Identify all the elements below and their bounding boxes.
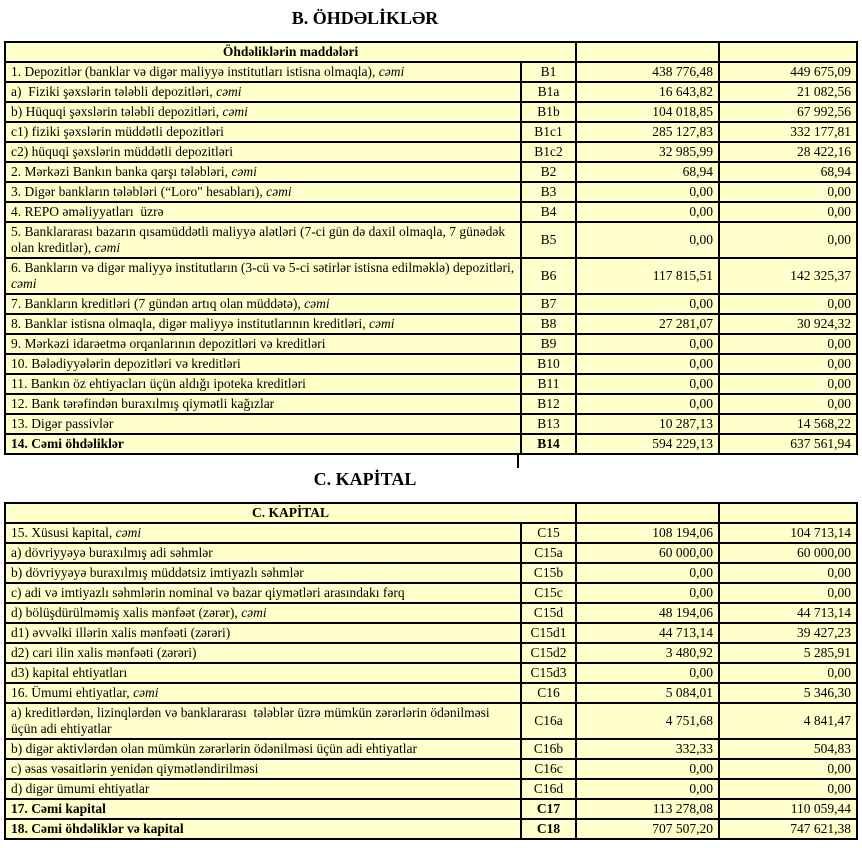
item-label: a) kreditlərdən, lizinqlərdən və banklararası tələblər üzrə mümkün zərərlərin ödənilməsi üçün adi ehtiyatlar — [11, 705, 494, 736]
item-code-cell: C18 — [521, 819, 576, 839]
item-label: 7. Bankların kreditləri (7 gündən artıq olan müddətə), — [11, 296, 305, 311]
value-col1-cell: 113 278,08 — [576, 799, 719, 819]
item-code-cell: C16 — [521, 683, 576, 703]
value-col2-cell: 0,00 — [719, 779, 857, 799]
section-c-title: C. KAPİTAL — [313, 469, 417, 489]
table-row — [5, 603, 857, 623]
item-code-cell: B10 — [521, 354, 576, 374]
table-row — [5, 374, 857, 394]
item-label: 10. Bələdiyyələrin depozitləri və kreditləri — [11, 356, 241, 371]
item-label-cell — [5, 162, 521, 182]
value-col1-cell: 0,00 — [576, 354, 719, 374]
value-col2-cell: 0,00 — [719, 182, 857, 202]
item-label: c1) fiziki şəxslərin müddətli depozitləri — [11, 124, 224, 139]
value-col1-cell: 5 084,01 — [576, 683, 719, 703]
value-col2-cell: 39 427,23 — [719, 623, 857, 643]
value-col2-cell: 332 177,81 — [719, 122, 857, 142]
value-col1-cell: 3 480,92 — [576, 643, 719, 663]
value-col2-cell: 0,00 — [719, 294, 857, 314]
item-code-cell: B4 — [521, 202, 576, 222]
value-col2-cell: 67 992,56 — [719, 102, 857, 122]
value-col2-cell: 0,00 — [719, 222, 857, 258]
value-col2-cell: 44 713,14 — [719, 603, 857, 623]
item-label-emphasis: cəmi — [304, 296, 330, 311]
item-label-cell — [5, 603, 521, 623]
item-code-cell: C15c — [521, 583, 576, 603]
item-label-cell — [5, 703, 521, 739]
item-label: a) Fiziki şəxslərin tələbli depozitləri, — [11, 84, 217, 99]
value-col2-cell: 0,00 — [719, 202, 857, 222]
item-code-cell: C16d — [521, 779, 576, 799]
item-label: 3. Digər bankların tələbləri (“Loro" hesabları), — [11, 184, 267, 199]
item-label: 2. Mərkəzi Bankın banka qarşı tələbləri, — [11, 164, 232, 179]
value-col2-cell: 0,00 — [719, 354, 857, 374]
value-col2-cell: 5 346,30 — [719, 683, 857, 703]
item-label-cell — [5, 334, 521, 354]
table-row — [5, 354, 857, 374]
item-label-emphasis: cəmi — [241, 605, 267, 620]
item-label: c) əsas vəsaitlərin yenidən qiymətləndirilməsi — [11, 761, 259, 776]
item-code-cell: C15d2 — [521, 643, 576, 663]
value-col1-cell: 4 751,68 — [576, 703, 719, 739]
value-col1-cell: 68,94 — [576, 162, 719, 182]
table-row — [5, 162, 857, 182]
item-label-cell — [5, 663, 521, 683]
table-row — [5, 182, 857, 202]
item-code-cell: B12 — [521, 394, 576, 414]
item-code-cell: C15d3 — [521, 663, 576, 683]
item-label-cell — [5, 643, 521, 663]
item-label-cell — [5, 683, 521, 703]
section-b-title: B. ÖHDƏLİKLƏR — [291, 8, 439, 28]
item-label-cell — [5, 394, 521, 414]
item-label-emphasis: cəmi — [222, 104, 248, 119]
header-value-col2-cell — [719, 503, 857, 523]
item-label-emphasis: cəmi — [216, 84, 242, 99]
item-label: 15. Xüsusi kapital, — [11, 525, 116, 540]
item-code-cell: C15a — [521, 543, 576, 563]
item-code-cell: B1 — [521, 62, 576, 82]
table-row — [5, 663, 857, 683]
item-label: d) bölüşdürülməmiş xalis mənfəət (zərər), — [11, 605, 242, 620]
table-row — [5, 102, 857, 122]
item-code-cell: B1c1 — [521, 122, 576, 142]
item-label-emphasis: cəmi — [133, 685, 159, 700]
table-row — [5, 294, 857, 314]
value-col2-cell: 68,94 — [719, 162, 857, 182]
value-col2-cell: 0,00 — [719, 663, 857, 683]
table-row — [5, 623, 857, 643]
table-header-row — [5, 42, 857, 62]
item-label: 14. Cəmi öhdəliklər — [11, 436, 124, 451]
item-label-cell — [5, 434, 521, 454]
value-col1-cell: 108 194,06 — [576, 523, 719, 543]
value-col1-cell: 0,00 — [576, 563, 719, 583]
value-col2-cell: 504,83 — [719, 739, 857, 759]
item-label: 13. Digər passivlər — [11, 416, 114, 431]
table-header-row — [5, 503, 857, 523]
item-code-cell: C17 — [521, 799, 576, 819]
capital-table — [4, 502, 858, 840]
value-col2-cell: 28 422,16 — [719, 142, 857, 162]
item-label: b) digər aktivlərdən olan mümkün zərərlərin ödənilməsi üçün adi ehtiyatlar — [11, 741, 417, 756]
value-col2-cell: 637 561,94 — [719, 434, 857, 454]
value-col1-cell: 0,00 — [576, 583, 719, 603]
table-row — [5, 314, 857, 334]
value-col2-cell: 0,00 — [719, 563, 857, 583]
item-label: c) adi və imtiyazlı səhmlərin nominal və bazar qiymətləri arasındakı fərq — [11, 585, 405, 600]
item-label: 18. Cəmi öhdəliklər və kapital — [11, 821, 184, 836]
item-label-cell — [5, 102, 521, 122]
value-col1-cell: 0,00 — [576, 374, 719, 394]
item-label-emphasis: cəmi — [94, 240, 121, 255]
item-label: b) Hüquqi şəxslərin tələbli depozitləri, — [11, 104, 223, 119]
value-col1-cell: 48 194,06 — [576, 603, 719, 623]
liabilities-table — [4, 41, 858, 455]
value-col1-cell: 27 281,07 — [576, 314, 719, 334]
item-label-cell — [5, 819, 521, 839]
value-col1-cell: 60 000,00 — [576, 543, 719, 563]
value-col2-cell: 4 841,47 — [719, 703, 857, 739]
item-label: 16. Ümumi ehtiyatlar, — [11, 685, 134, 700]
value-col1-cell: 16 643,82 — [576, 82, 719, 102]
item-label-emphasis: cəmi — [369, 316, 395, 331]
value-col2-cell: 110 059,44 — [719, 799, 857, 819]
item-label: 12. Bank tərəfindən buraxılmış qiymətli kağızlar — [11, 396, 275, 411]
item-label-cell — [5, 583, 521, 603]
item-code-cell: B1b — [521, 102, 576, 122]
value-col1-cell: 332,33 — [576, 739, 719, 759]
item-label-cell — [5, 142, 521, 162]
table-row — [5, 394, 857, 414]
item-code-cell: B8 — [521, 314, 576, 334]
item-label: d2) cari ilin xalis mənfəəti (zərəri) — [11, 645, 197, 660]
item-label-cell — [5, 294, 521, 314]
item-code-cell: C15 — [521, 523, 576, 543]
table-row — [5, 222, 857, 258]
item-label-cell — [5, 779, 521, 799]
value-col2-cell: 449 675,09 — [719, 62, 857, 82]
item-label-emphasis: cəmi — [266, 184, 292, 199]
header-value-col2-cell — [719, 42, 857, 62]
item-label-cell — [5, 258, 521, 294]
value-col2-cell: 0,00 — [719, 394, 857, 414]
item-label: 5. Banklararası bazarın qısamüddətli maliyyə alətləri (7-ci gün də daxil olmaqla, 7 günədək olan kreditlər), — [11, 224, 509, 255]
item-code-cell: C15d1 — [521, 623, 576, 643]
table-row — [5, 82, 857, 102]
table-row — [5, 683, 857, 703]
table-row — [5, 543, 857, 563]
value-col2-cell: 60 000,00 — [719, 543, 857, 563]
item-label-cell — [5, 543, 521, 563]
value-col1-cell: 0,00 — [576, 334, 719, 354]
liabilities-header-label: Öhdəliklərin maddələri — [5, 42, 576, 62]
value-col1-cell: 438 776,48 — [576, 62, 719, 82]
item-label: 8. Banklar istisna olmaqla, digər maliyyə institutlarının kreditləri, — [11, 316, 370, 331]
value-col2-cell: 0,00 — [719, 759, 857, 779]
item-label: 17. Cəmi kapital — [11, 801, 106, 816]
value-col1-cell: 44 713,14 — [576, 623, 719, 643]
item-label: 9. Mərkəzi idarəetmə orqanlarının depozitləri və kreditləri — [11, 336, 326, 351]
value-col1-cell: 0,00 — [576, 202, 719, 222]
value-col2-cell: 21 082,56 — [719, 82, 857, 102]
item-code-cell: B13 — [521, 414, 576, 434]
table-row — [5, 62, 857, 82]
table-row — [5, 779, 857, 799]
header-value-col1-cell — [576, 503, 719, 523]
value-col2-cell: 5 285,91 — [719, 643, 857, 663]
item-label: a) dövriyyəyə buraxılmış adi səhmlər — [11, 545, 213, 560]
table-row — [5, 759, 857, 779]
table-row — [5, 799, 857, 819]
value-col1-cell: 0,00 — [576, 222, 719, 258]
item-label-cell — [5, 182, 521, 202]
table-row — [5, 122, 857, 142]
value-col1-cell: 0,00 — [576, 294, 719, 314]
table-row — [5, 258, 857, 294]
stray-gridline — [517, 455, 519, 468]
item-label-cell — [5, 523, 521, 543]
item-label: d1) əvvəlki illərin xalis mənfəəti (zərəri) — [11, 625, 231, 640]
item-label-cell — [5, 739, 521, 759]
table-row — [5, 434, 857, 454]
value-col2-cell: 0,00 — [719, 334, 857, 354]
value-col2-cell: 0,00 — [719, 583, 857, 603]
value-col1-cell: 0,00 — [576, 779, 719, 799]
item-label-emphasis: cəmi — [11, 276, 37, 291]
item-code-cell: B1a — [521, 82, 576, 102]
item-code-cell: C15b — [521, 563, 576, 583]
item-label-cell — [5, 62, 521, 82]
table-row — [5, 334, 857, 354]
item-label-cell — [5, 623, 521, 643]
value-col1-cell: 104 018,85 — [576, 102, 719, 122]
value-col1-cell: 285 127,83 — [576, 122, 719, 142]
capital-header-label: C. KAPİTAL — [5, 503, 576, 523]
item-code-cell: B7 — [521, 294, 576, 314]
item-label: c2) hüquqi şəxslərin müddətli depozitləri — [11, 144, 233, 159]
item-label-cell — [5, 799, 521, 819]
item-code-cell: B11 — [521, 374, 576, 394]
item-label: 4. REPO əməliyyatları üzrə — [11, 204, 164, 219]
item-label-cell — [5, 202, 521, 222]
value-col2-cell: 142 325,37 — [719, 258, 857, 294]
item-label-emphasis: cəmi — [231, 164, 257, 179]
item-code-cell: B9 — [521, 334, 576, 354]
item-code-cell: B14 — [521, 434, 576, 454]
value-col1-cell: 10 287,13 — [576, 414, 719, 434]
value-col1-cell: 117 815,51 — [576, 258, 719, 294]
value-col2-cell: 747 621,38 — [719, 819, 857, 839]
table-row — [5, 703, 857, 739]
item-code-cell: C16c — [521, 759, 576, 779]
header-value-col1-cell — [576, 42, 719, 62]
item-code-cell: C16a — [521, 703, 576, 739]
table-row — [5, 739, 857, 759]
item-code-cell: C16b — [521, 739, 576, 759]
item-code-cell: B2 — [521, 162, 576, 182]
value-col1-cell: 594 229,13 — [576, 434, 719, 454]
item-label-cell — [5, 82, 521, 102]
value-col2-cell: 30 924,32 — [719, 314, 857, 334]
value-col2-cell: 14 568,22 — [719, 414, 857, 434]
item-label-cell — [5, 222, 521, 258]
item-label-emphasis: cəmi — [115, 525, 142, 540]
item-label-cell — [5, 314, 521, 334]
item-label: 11. Bankın öz ehtiyacları üçün aldığı ipoteka kreditləri — [11, 376, 306, 391]
value-col2-cell: 104 713,14 — [719, 523, 857, 543]
item-code-cell: C15d — [521, 603, 576, 623]
item-label: 1. Depozitlər (banklar və digər maliyyə institutları istisna olmaqla), — [11, 64, 379, 79]
item-label-cell — [5, 354, 521, 374]
item-code-cell: B5 — [521, 222, 576, 258]
item-label-cell — [5, 122, 521, 142]
value-col2-cell: 0,00 — [719, 374, 857, 394]
item-code-cell: B6 — [521, 258, 576, 294]
value-col1-cell: 0,00 — [576, 394, 719, 414]
table-row — [5, 142, 857, 162]
item-label-emphasis: cəmi — [378, 64, 405, 79]
item-code-cell: B3 — [521, 182, 576, 202]
value-col1-cell: 32 985,99 — [576, 142, 719, 162]
item-label-cell — [5, 374, 521, 394]
value-col1-cell: 707 507,20 — [576, 819, 719, 839]
table-row — [5, 819, 857, 839]
item-label: d3) kapital ehtiyatları — [11, 665, 128, 680]
table-row — [5, 523, 857, 543]
item-label: 6. Bankların və digər maliyyə institutların (3-cü və 5-ci sətirlər istisna edilməklə) depozitləri, — [11, 260, 518, 275]
table-row — [5, 202, 857, 222]
item-label-cell — [5, 414, 521, 434]
table-row — [5, 414, 857, 434]
item-label-cell — [5, 563, 521, 583]
value-col1-cell: 0,00 — [576, 182, 719, 202]
table-row — [5, 583, 857, 603]
item-label: d) digər ümumi ehtiyatlar — [11, 781, 150, 796]
value-col1-cell: 0,00 — [576, 759, 719, 779]
item-code-cell: B1c2 — [521, 142, 576, 162]
item-label: b) dövriyyəyə buraxılmış müddətsiz imtiyazlı səhmlər — [11, 565, 304, 580]
item-label-cell — [5, 759, 521, 779]
table-row — [5, 643, 857, 663]
table-row — [5, 563, 857, 583]
value-col1-cell: 0,00 — [576, 663, 719, 683]
